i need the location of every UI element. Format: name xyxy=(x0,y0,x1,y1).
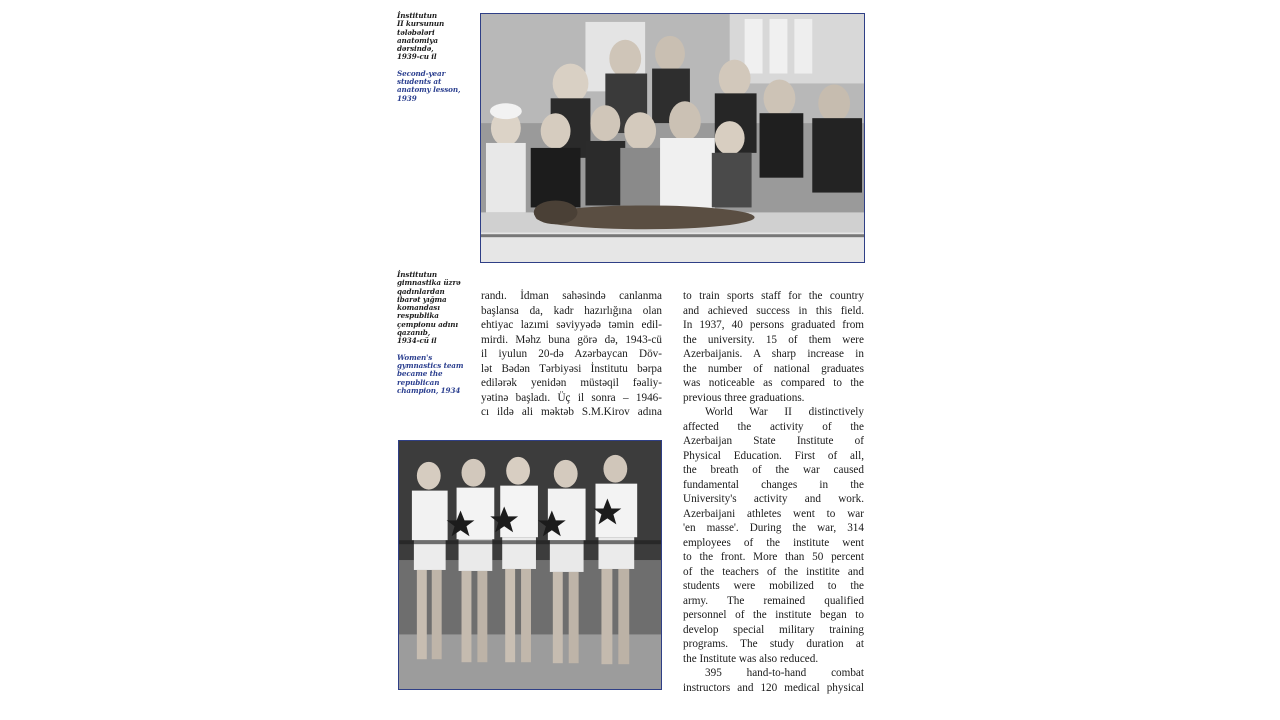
text-line: instructors and 120 medical physical xyxy=(683,681,864,694)
gymnastics-team-photo xyxy=(398,440,662,690)
text-line: personnel of the institute began to xyxy=(683,609,864,621)
text-line: il iyulun 20-də Azərbaycan Döv- xyxy=(481,348,662,360)
text-line: Physical Education. First of all, xyxy=(683,449,864,462)
text-line: başlansa da, kadr hazırlığına olan xyxy=(481,304,662,317)
text-line: programs. The study duration at xyxy=(683,638,864,650)
text-line: fundamental changes in the xyxy=(683,478,864,491)
text-line: the university. 15 of them were xyxy=(683,333,864,346)
text-line: 395 hand-to-hand combat xyxy=(705,667,864,679)
text-line: the breath of the war caused xyxy=(683,464,864,476)
text-line: previous three graduations. xyxy=(683,391,805,404)
text-line: randı. İdman sahəsində canlanma xyxy=(481,290,662,302)
text-line: develop special military training xyxy=(683,623,864,636)
text-line: the Institute was also reduced. xyxy=(683,652,819,665)
text-line: ehtiyac lazımi səviyyədə təmin edil- xyxy=(481,319,662,331)
text-line: 'en masse'. During the war, 314 xyxy=(683,522,864,534)
text-line: was noticeable as compared to the xyxy=(683,377,864,389)
text-line: yətinə başladı. Üç il sonra – 1946- xyxy=(481,391,662,404)
caption-gymnastics-az: İnstitutun gimnastika üzrə qadınlardan ibarət yığma komandası respublika çempionu adını qazanıb, 1934-cü il xyxy=(397,270,461,346)
text-line: mirdi. Məhz buna görə də, 1943-cü xyxy=(481,333,662,346)
text-line: University's activity and work. xyxy=(683,493,864,505)
text-column-azerbaijani xyxy=(481,289,662,420)
text-line: to train sports staff for the country xyxy=(683,290,864,302)
text-column-english xyxy=(683,289,864,695)
text-line: cı ildə ali məktəb S.M.Kirov adına xyxy=(481,406,662,418)
caption-gymnastics xyxy=(397,271,471,395)
text-line: students were mobilized to the xyxy=(683,580,864,592)
text-line: and achieved success in this field. xyxy=(683,304,864,317)
caption-gymnastics-en: Women's gymnastics team became the republican champion, 1934 xyxy=(397,352,464,395)
text-line: army. The remained qualified xyxy=(683,594,864,607)
text-line: employees of the institute went xyxy=(683,536,864,549)
text-line: Azerbaijanis. A sharp increase in xyxy=(683,348,864,360)
text-line: World War II distinctively xyxy=(705,406,864,418)
caption-anatomy-en: Second-year students at anatomy lesson, 1939 xyxy=(397,68,461,103)
text-line: the number of national graduates xyxy=(683,362,864,375)
text-line: Azerbaijani athletes went to war xyxy=(683,507,864,520)
text-line: Azerbaijan State Institute of xyxy=(683,435,864,447)
text-line: to the front. More than 50 percent xyxy=(683,551,864,563)
caption-anatomy-az: İnstitutun II kursunun tələbələri anatomiya dərsində, 1939-cu il xyxy=(397,11,445,62)
text-line: of the teachers of the institite and xyxy=(683,565,864,578)
text-line: edilərək yenidən müstəqil fəaliy- xyxy=(481,377,662,389)
text-line: lət Bədən Tərbiyəsi İnstitutu bərpa xyxy=(481,362,662,375)
anatomy-lesson-photo xyxy=(480,13,865,263)
caption-anatomy xyxy=(397,12,471,103)
text-line: In 1937, 40 persons graduated from xyxy=(683,319,864,331)
text-line: affected the activity of the xyxy=(683,420,864,433)
